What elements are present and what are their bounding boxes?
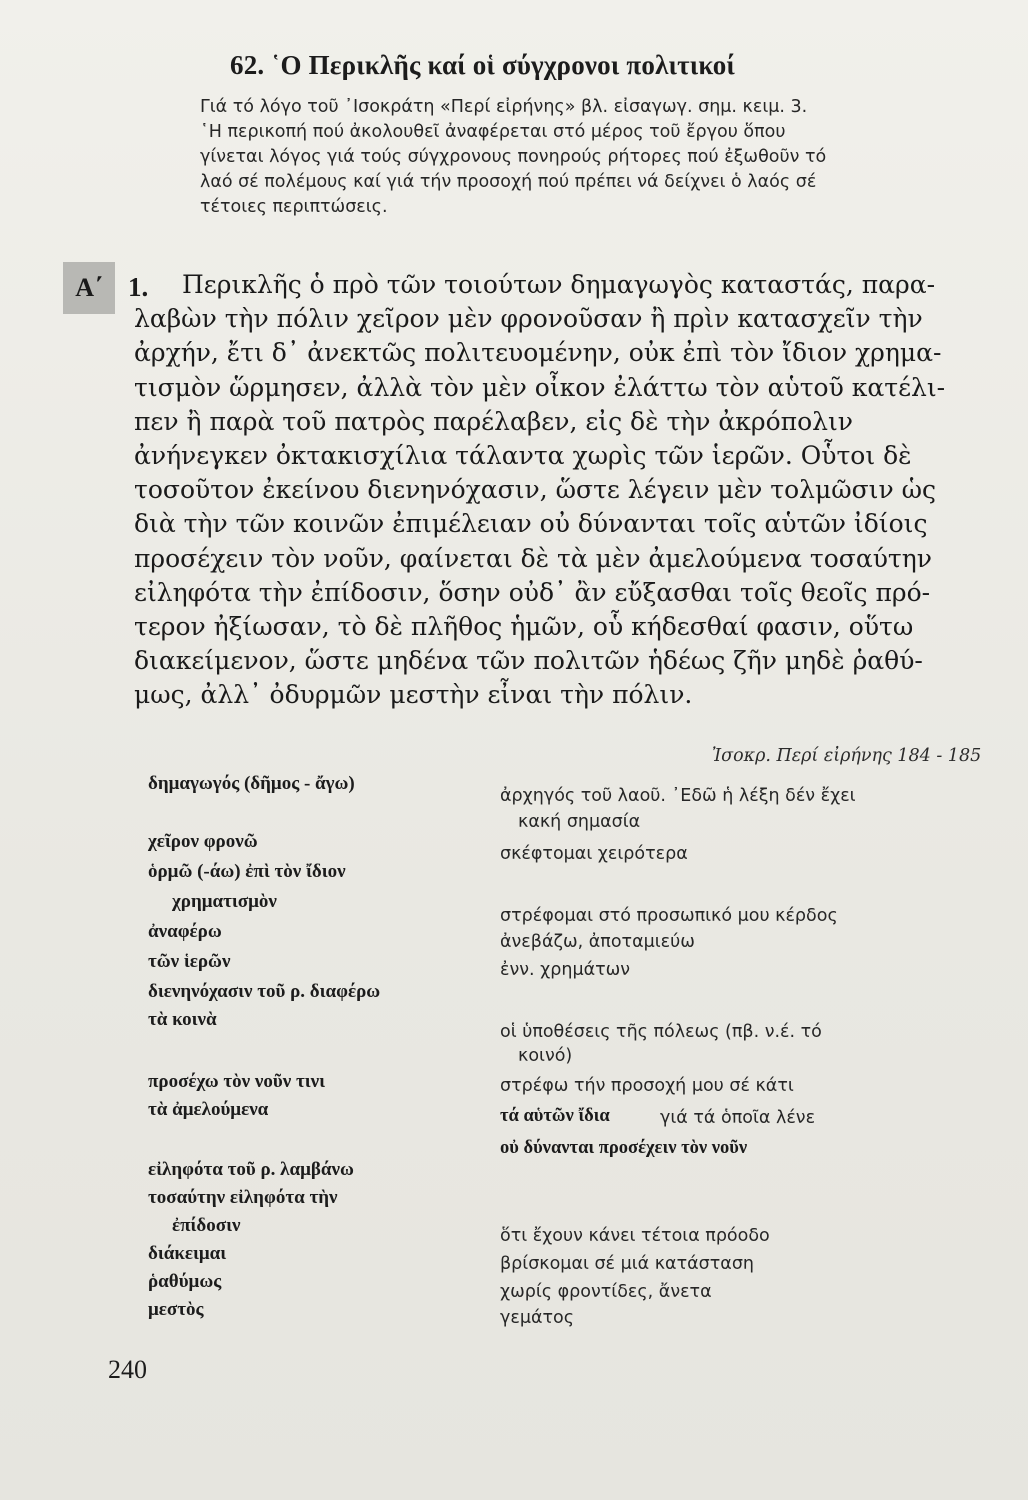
passage-line: προσέχειν τὸν νοῦν, φαίνεται δὲ τὰ μὲν ἀμελούμενα τοσαύτην: [134, 543, 932, 573]
glossary-definition: σκέφτομαι χειρότερα: [500, 844, 688, 864]
glossary-definition: στρέφω τήν προσοχή μου σέ κάτι: [500, 1076, 794, 1096]
glossary-term: διάκειμαι: [148, 1243, 227, 1264]
glossary-term: τὰ κοινὰ: [148, 1009, 217, 1030]
passage-line: διὰ τὴν τῶν κοινῶν ἐπιμέλειαν οὐ δύνανται τοῖς αὑτῶν ἰδίοις: [134, 509, 928, 539]
passage-line: μως, ἀλλ᾿ ὀδυρμῶν μεστὴν εἶναι τὴν πόλιν.: [134, 680, 693, 710]
glossary-definition: γεμάτος: [500, 1308, 574, 1328]
glossary-definition: γιά τά ὁποῖα λένε: [660, 1108, 816, 1128]
glossary-term: εἰληφότα τοῦ ρ. λαμβάνω: [148, 1159, 354, 1180]
intro-line: τέτοιες περιπτώσεις.: [200, 197, 388, 217]
passage-line: λαβὼν τὴν πόλιν χεῖρον μὲν φρονοῦσαν ἢ πρὶν κατασχεῖν τὴν: [134, 304, 923, 334]
glossary-definition: ἐνν. χρημάτων: [500, 960, 631, 980]
glossary-term: τὰ ἀμελούμενα: [148, 1099, 269, 1120]
glossary-term: προσέχω τὸν νοῦν τινι: [148, 1071, 326, 1092]
greek-passage: [120, 268, 980, 713]
intro-line: γίνεται λόγος γιά τούς σύγχρονους πονηρούς ρήτορες πού ἐξωθοῦν τό: [200, 147, 827, 167]
glossary-definition: οἱ ὑποθέσεις τῆς πόλεως (πβ. ν.έ. τό: [500, 1022, 822, 1042]
chapter-title: 62. ῾Ο Περικλῆς καί οἱ σύγχρονοι πολιτικοί: [230, 50, 736, 80]
intro-line: Γιά τό λόγο τοῦ ᾿Ισοκράτη «Περί εἰρήνης» βλ. εἰσαγωγ. σημ. κειμ. 3.: [200, 97, 808, 117]
passage-line: ἀρχήν, ἔτι δ᾿ ἀνεκτῶς πολιτευομένην, οὐκ ἐπὶ τὸν ἴδιον χρημα-: [134, 338, 942, 368]
source-citation: Ἰσοκρ. Περί εἰρήνης 184 - 185: [712, 746, 982, 766]
glossary-term: χρηματισμὸν: [172, 891, 277, 912]
glossary-term: ὁρμῶ (-άω) ἐπὶ τὸν ἴδιον: [148, 861, 346, 882]
intro-line: λαό σέ πολέμους καί γιά τήν προσοχή πού πρέπει νά δείχνει ὁ λαός σέ: [200, 172, 817, 192]
glossary-definition: χωρίς φροντίδες, ἄνετα: [500, 1282, 712, 1302]
passage-line: πεν ἢ παρὰ τοῦ πατρὸς παρέλαβεν, εἰς δὲ τὴν ἀκρόπολιν: [134, 406, 853, 436]
glossary-term: δημαγωγός (δῆμος - ἄγω): [148, 773, 355, 794]
glossary-term: ἐπίδοσιν: [172, 1215, 241, 1236]
page-number: 240: [108, 1355, 147, 1384]
glossary-definition: ἀνεβάζω, ἀποταμιεύω: [500, 932, 695, 952]
passage-line: Περικλῆς ὁ πρὸ τῶν τοιούτων δημαγωγὸς καταστάς, παρα-: [182, 270, 936, 299]
passage-line: διακείμενον, ὥστε μηδένα τῶν πολιτῶν ἡδέως ζῆν μηδὲ ῥαθύ-: [134, 646, 923, 676]
glossary-term: μεστὸς: [148, 1299, 204, 1320]
glossary-definition: κακή σημασία: [518, 812, 641, 832]
glossary-term: ἀναφέρω: [148, 921, 222, 942]
glossary-definition: στρέφομαι στό προσωπικό μου κέρδος: [500, 906, 838, 926]
intro-note: [200, 95, 980, 220]
section-label: Α΄: [63, 262, 115, 314]
glossary-term: ῥαθύμως: [148, 1271, 222, 1292]
glossary-term: χεῖρον φρονῶ: [148, 831, 258, 852]
passage-line: τισμὸν ὥρμησεν, ἀλλὰ τὸν μὲν οἶκον ἐλάττω τὸν αὑτοῦ κατέλι-: [134, 372, 946, 402]
glossary-term: τοσαύτην εἰληφότα τὴν: [148, 1187, 338, 1208]
glossary-definition: τά αὑτῶν ἴδια: [500, 1106, 610, 1126]
glossary-definition: ὅτι ἔχουν κάνει τέτοια πρόοδο: [500, 1226, 770, 1246]
glossary-definition: ἀρχηγός τοῦ λαοῦ. ᾿Εδῶ ἡ λέξη δέν ἔχει: [500, 786, 856, 806]
paragraph-number: 1.: [128, 272, 149, 302]
glossary-term: τῶν ἱερῶν: [148, 951, 231, 972]
glossary-definition: οὐ δύνανται προσέχειν τὸν νοῦν: [500, 1138, 748, 1158]
intro-line: ῾Η περικοπή πού ἀκολουθεῖ ἀναφέρεται στό μέρος τοῦ ἔργου ὅπου: [200, 122, 786, 142]
passage-line: ἀνήνεγκεν ὀκτακισχίλια τάλαντα χωρὶς τῶν ἱερῶν. Οὗτοι δὲ: [134, 441, 912, 471]
glossary-definition: βρίσκομαι σέ μιά κατάσταση: [500, 1254, 754, 1274]
passage-line: τοσοῦτον ἐκείνου διενηνόχασιν, ὥστε λέγειν μὲν τολμῶσιν ὡς: [134, 475, 937, 505]
passage-line: τερον ἠξίωσαν, τὸ δὲ πλῆθος ἡμῶν, οὗ κήδεσθαί φασιν, οὕτω: [134, 612, 914, 642]
glossary-definition: κοινό): [518, 1046, 573, 1066]
glossary-term: διενηνόχασιν τοῦ ρ. διαφέρω: [148, 981, 381, 1002]
passage-line: εἰληφότα τὴν ἐπίδοσιν, ὅσην οὐδ᾿ ἂν εὔξασθαι τοῖς θεοῖς πρό-: [134, 577, 931, 607]
